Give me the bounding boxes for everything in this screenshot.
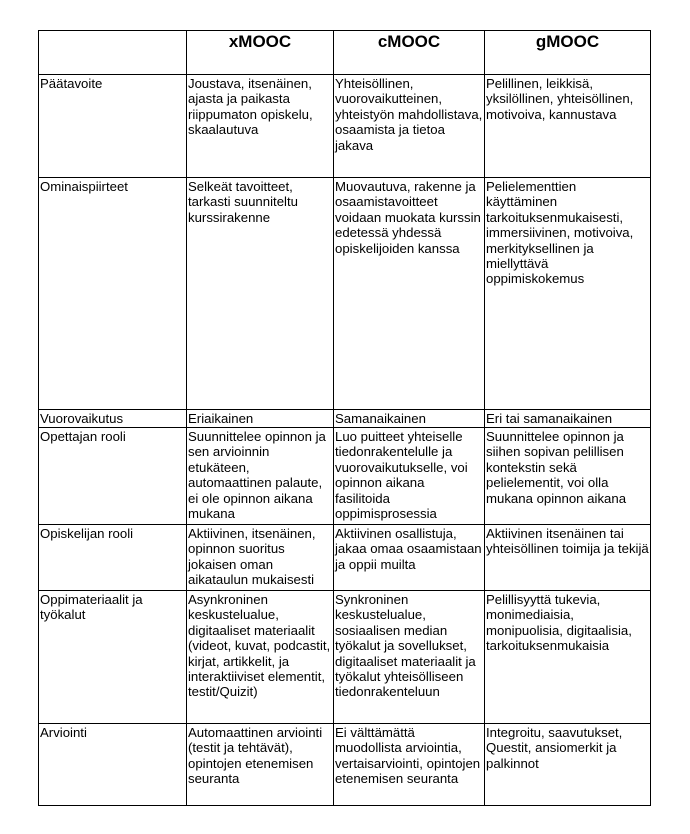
cell-cmooc: Aktiivinen osallistuja, jakaa omaa osaamistaan ja oppii muilta: [334, 525, 485, 591]
cell-cmooc: Ei välttämättä muodollista arviointia, vertaisarviointi, opintojen etenemisen seuranta: [334, 724, 485, 806]
cell-gmooc: Pelillisyyttä tukevia, monimediaisia, monipuolisia, digitaalisia, tarkoituksenmukaisia: [485, 591, 651, 724]
table-row-oppimateriaalit: [39, 591, 651, 724]
cell-gmooc: Eri tai samanaikainen: [485, 410, 651, 428]
header-cell-cmooc: cMOOC: [334, 31, 485, 75]
row-label: Vuorovaikutus: [39, 410, 187, 428]
table-row-ominaispiirteet: [39, 178, 651, 410]
row-label: Ominaispiirteet: [39, 178, 187, 410]
header-cell-xmooc: xMOOC: [187, 31, 334, 75]
cell-xmooc: Joustava, itsenäinen, ajasta ja paikasta riippumaton opiskelu, skaalautuva: [187, 75, 334, 178]
table-row-paatavoite: [39, 75, 651, 178]
row-label: Oppimateriaalit ja työkalut: [39, 591, 187, 724]
cell-cmooc: Luo puitteet yhteiselle tiedonrakentelulle ja vuorovaikutukselle, voi opinnon aikana fasilitoida oppimisprosessia: [334, 428, 485, 525]
table-row-opiskelijan-rooli: [39, 525, 651, 591]
cell-cmooc: Muovautuva, rakenne ja osaamistavoitteet voidaan muokata kurssin edetessä yhdessä opiskelijoiden kanssa: [334, 178, 485, 410]
cell-xmooc: Automaattinen arviointi (testit ja tehtävät), opintojen etenemisen seuranta: [187, 724, 334, 806]
cell-gmooc: Pelielementtien käyttäminen tarkoituksenmukaisesti, immersiivinen, motivoiva, merkityksellinen ja miellyttävä oppimiskokemus: [485, 178, 651, 410]
table-row-vuorovaikutus: [39, 410, 651, 428]
header-row: [39, 31, 651, 75]
cell-xmooc: Asynkroninen keskustelualue, digitaaliset materiaalit (videot, kuvat, podcastit, kirjat, artikkelit, ja interaktiiviset elementit, testit/Quizit): [187, 591, 334, 724]
header-cell-empty: [39, 31, 187, 75]
table-row-arviointi: [39, 724, 651, 806]
row-label: Päätavoite: [39, 75, 187, 178]
table-row-opettajan-rooli: [39, 428, 651, 525]
row-label: Opettajan rooli: [39, 428, 187, 525]
cell-gmooc: Aktiivinen itsenäinen tai yhteisöllinen toimija ja tekijä: [485, 525, 651, 591]
cell-xmooc: Suunnittelee opinnon ja sen arvioinnin etukäteen, automaattinen palaute, ei ole opinnon aikana mukana: [187, 428, 334, 525]
cell-cmooc: Yhteisöllinen, vuorovaikutteinen, yhteistyön mahdollistava, osaamista ja tietoa jakava: [334, 75, 485, 178]
row-label: Opiskelijan rooli: [39, 525, 187, 591]
cell-gmooc: Suunnittelee opinnon ja siihen sopivan pelillisen kontekstin sekä pelielementit, voi olla mukana opinnon aikana: [485, 428, 651, 525]
cell-gmooc: Integroitu, saavutukset, Questit, ansiomerkit ja palkinnot: [485, 724, 651, 806]
header-cell-gmooc: gMOOC: [485, 31, 651, 75]
mooc-comparison-table: [38, 30, 651, 806]
cell-cmooc: Synkroninen keskustelualue, sosiaalisen median työkalut ja sovellukset, digitaaliset materiaalit ja työkalut yhteisölliseen tiedonrakenteluun: [334, 591, 485, 724]
cell-cmooc: Samanaikainen: [334, 410, 485, 428]
cell-gmooc: Pelillinen, leikkisä, yksilöllinen, yhteisöllinen, motivoiva, kannustava: [485, 75, 651, 178]
cell-xmooc: Aktiivinen, itsenäinen, opinnon suoritus jokaisen oman aikataulun mukaisesti: [187, 525, 334, 591]
cell-xmooc: Selkeät tavoitteet, tarkasti suunniteltu kurssirakenne: [187, 178, 334, 410]
row-label: Arviointi: [39, 724, 187, 806]
cell-xmooc: Eriaikainen: [187, 410, 334, 428]
